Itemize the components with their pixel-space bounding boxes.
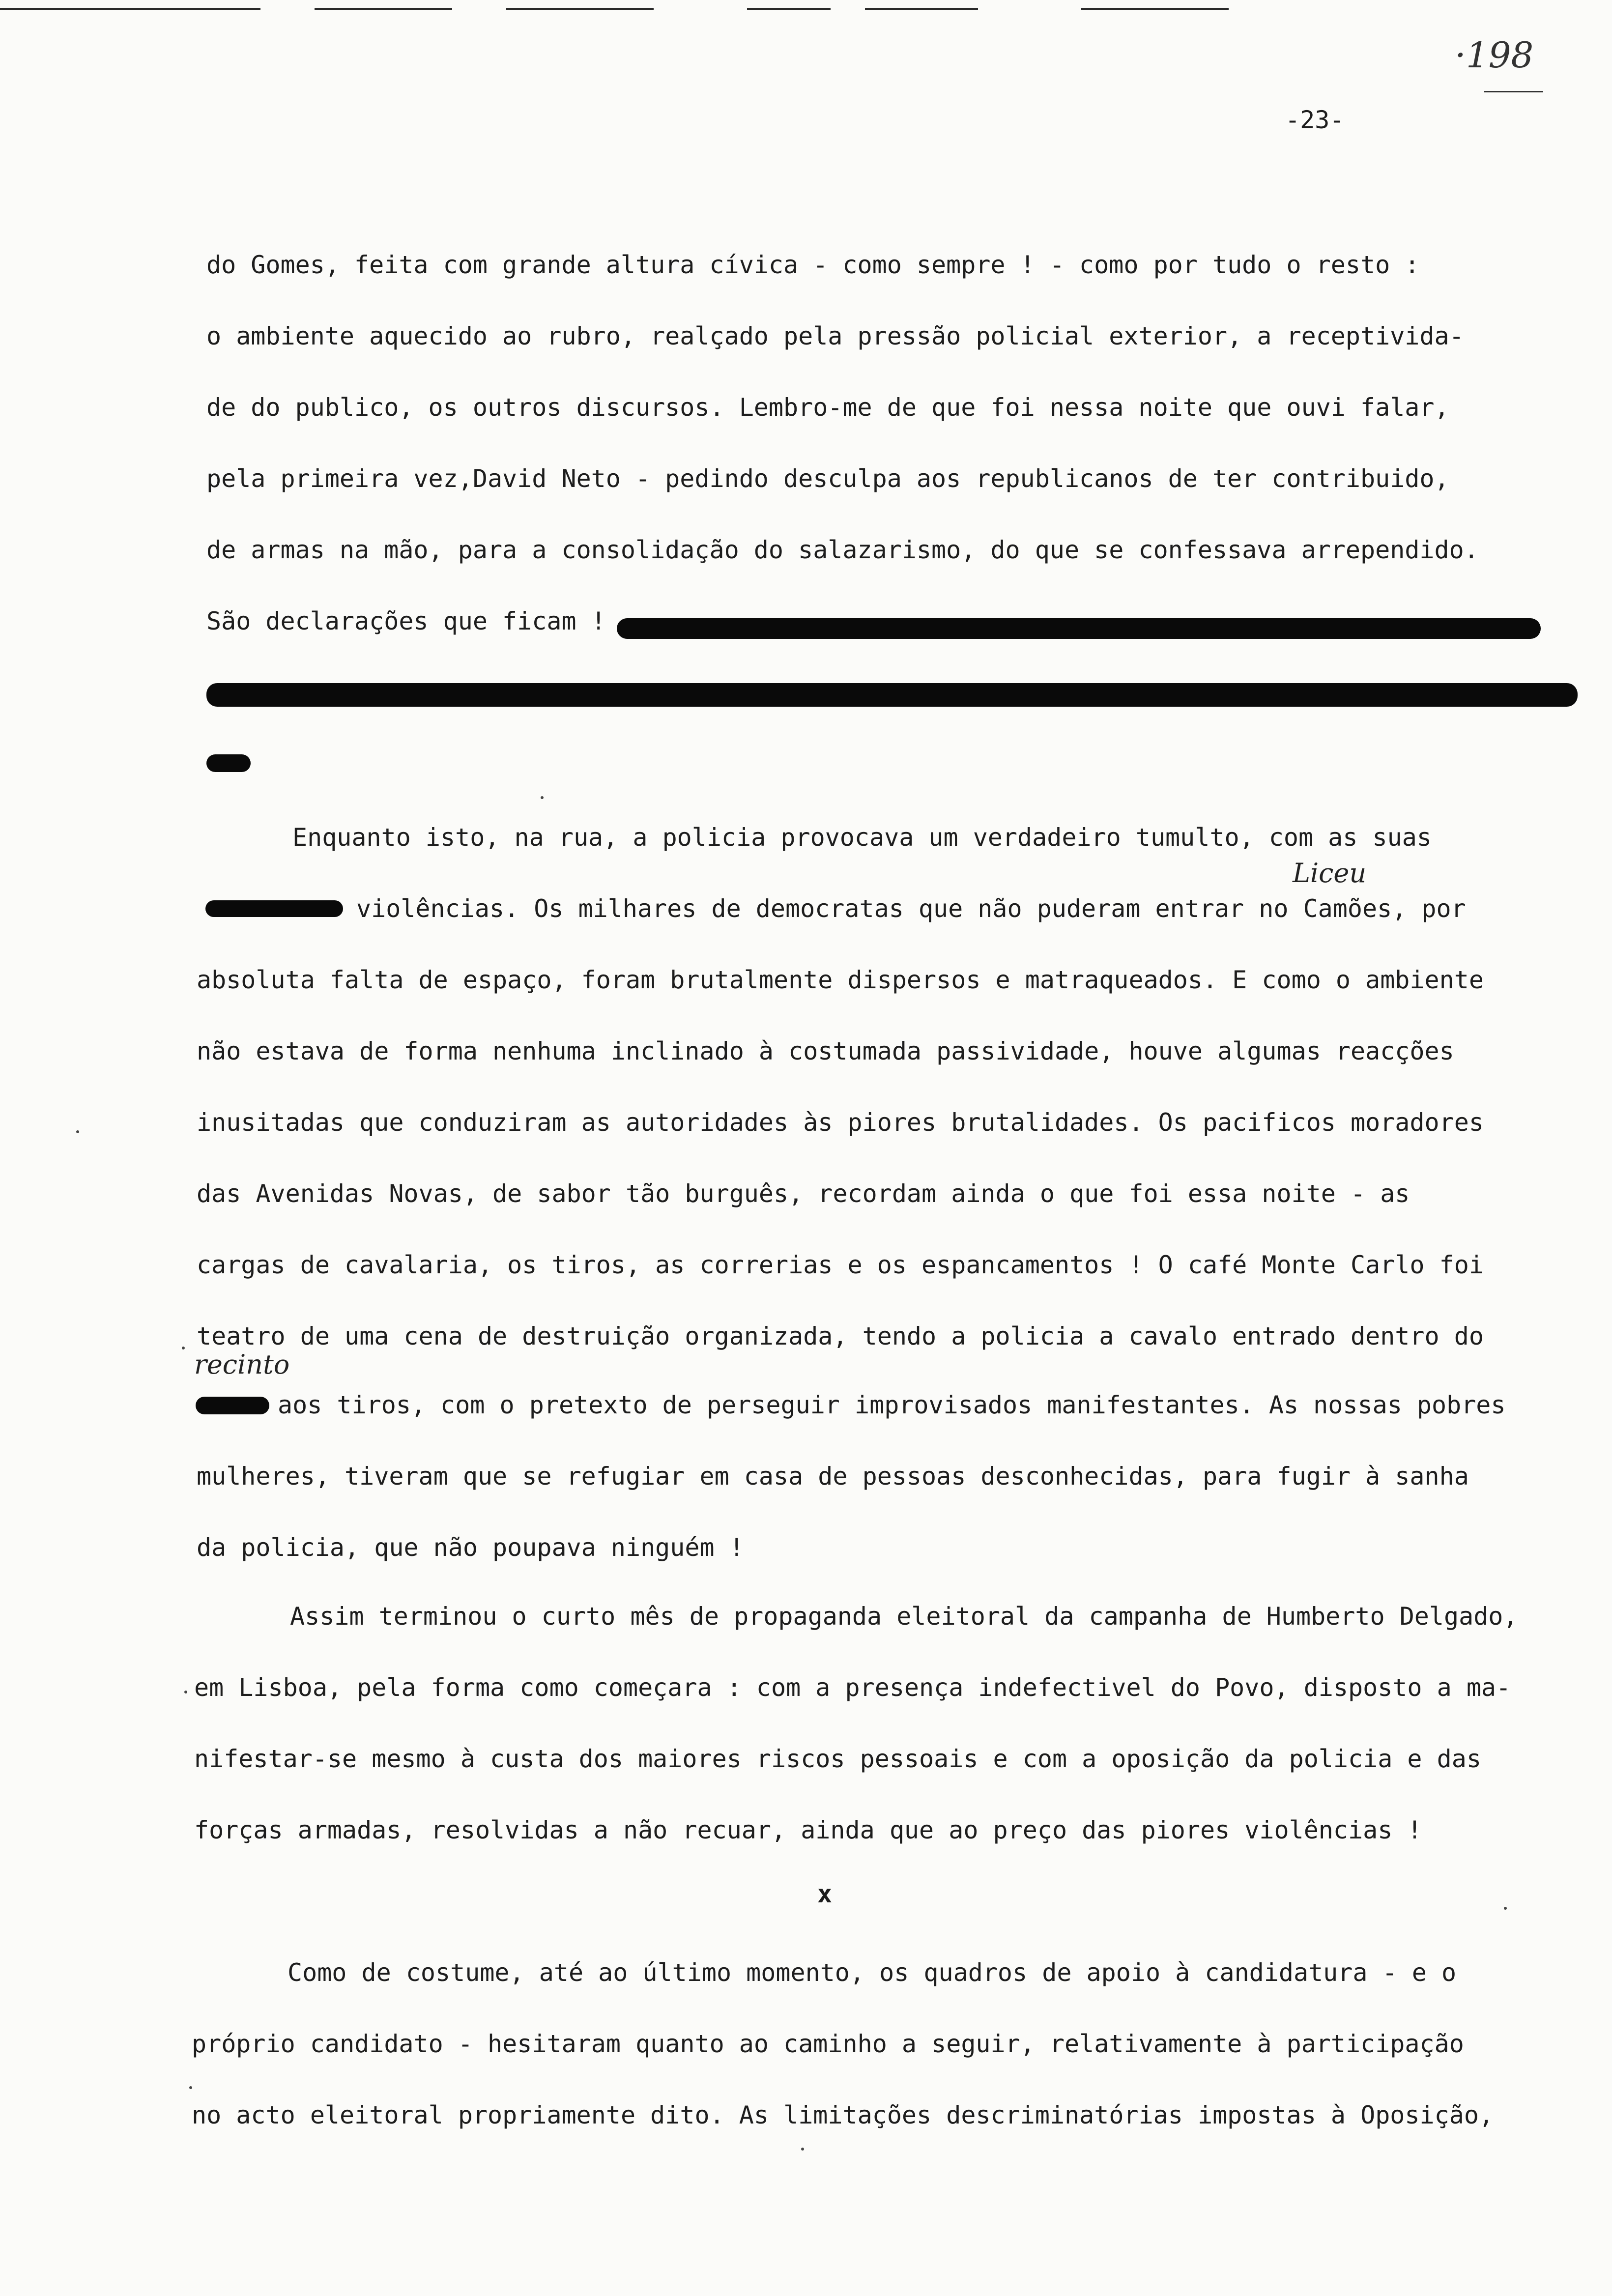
section-separator: x [817,1880,833,1908]
top-rule-2 [315,8,452,10]
archive-number: ·198 [1455,34,1534,76]
scan-speck [189,2086,192,2089]
top-rule-1 [0,8,260,10]
scan-speck [182,1347,185,1349]
text-line-21: forças armadas, resolvidas a não recuar, ainda que ao preço das piores violências ! [194,1816,1422,1844]
text-line-18: Assim terminou o curto mês de propaganda eleitoral da campanha de Humberto Delgado, [290,1602,1518,1631]
top-rule-6 [1081,8,1229,10]
margin-note-liceu: Liceu [1293,858,1367,889]
page-number: -23- [1285,106,1345,134]
top-rule-5 [865,8,978,10]
text-line-13: cargas de cavalaria, os tiros, as correrias e os espancamentos ! O café Monte Carlo foi [197,1251,1484,1279]
text-line-4: pela primeira vez,David Neto - pedindo desculpa aos republicanos de ter contribuido, [206,464,1449,493]
text-line-24: no acto eleitoral propriamente dito. As limitações descriminatórias impostas à Oposição, [192,2101,1494,2129]
redaction-bar-2 [206,683,1578,707]
text-line-9: absoluta falta de espaço, foram brutalmente dispersos e matraqueados. E como o ambiente [197,966,1484,994]
text-line-14: teatro de uma cena de destruição organizada, tendo a policia a cavalo entrado dentro do [197,1322,1484,1350]
archive-number-underline [1484,91,1543,92]
scan-speck [76,1130,79,1133]
text-line-23: próprio candidato - hesitaram quanto ao caminho a seguir, relativamente à participação [192,2030,1464,2058]
text-line-2: o ambiente aquecido ao rubro, realçado pela pressão policial exterior, a receptivida- [206,322,1464,350]
top-rule-3 [506,8,654,10]
margin-note-recinto: recinto [194,1349,290,1380]
redaction-blot-3 [196,1397,269,1414]
text-line-11: inusitadas que conduziram as autoridades às piores brutalidades. Os pacificos moradores [197,1108,1484,1137]
text-line-10: não estava de forma nenhuma inclinado à costumada passividade, houve algumas reacções [197,1037,1454,1065]
text-line-22: Como de costume, até ao último momento, os quadros de apoio à candidatura - e o [288,1958,1457,1987]
text-line-1: do Gomes, feita com grande altura cívica - como sempre ! - como por tudo o resto : [206,251,1420,279]
scan-speck [184,1691,187,1693]
text-line-8: violências. Os milhares de democratas que não puderam entrar no Camões, por [356,894,1466,923]
text-line-7: Enquanto isto, na rua, a policia provocava um verdadeiro tumulto, com as suas [292,823,1432,852]
text-line-12: das Avenidas Novas, de sabor tão burguês, recordam ainda o que foi essa noite - as [197,1179,1410,1208]
redaction-bar-1 [617,618,1541,639]
text-line-20: nifestar-se mesmo à custa dos maiores riscos pessoais e com a oposição da policia e das [194,1745,1481,1773]
scan-speck [541,796,544,799]
text-line-6: São declarações que ficam ! [206,607,606,635]
text-line-3: de do publico, os outros discursos. Lembro-me de que foi nessa noite que ouvi falar, [206,393,1449,422]
redaction-blot-1 [206,754,251,772]
text-line-15: aos tiros, com o pretexto de perseguir improvisados manifestantes. As nossas pobres [278,1391,1506,1419]
redaction-blot-2 [205,900,343,917]
top-rule-4 [747,8,831,10]
scan-speck [801,2148,804,2151]
text-line-5: de armas na mão, para a consolidação do salazarismo, do que se confessava arrependido. [206,536,1479,564]
text-line-17: da policia, que não poupava ninguém ! [197,1533,744,1562]
scan-speck [1504,1907,1507,1910]
text-line-19: em Lisboa, pela forma como começara : com a presença indefectivel do Povo, disposto a ma- [194,1673,1511,1702]
text-line-16: mulheres, tiveram que se refugiar em casa de pessoas desconhecidas, para fugir à sanha [197,1462,1469,1491]
